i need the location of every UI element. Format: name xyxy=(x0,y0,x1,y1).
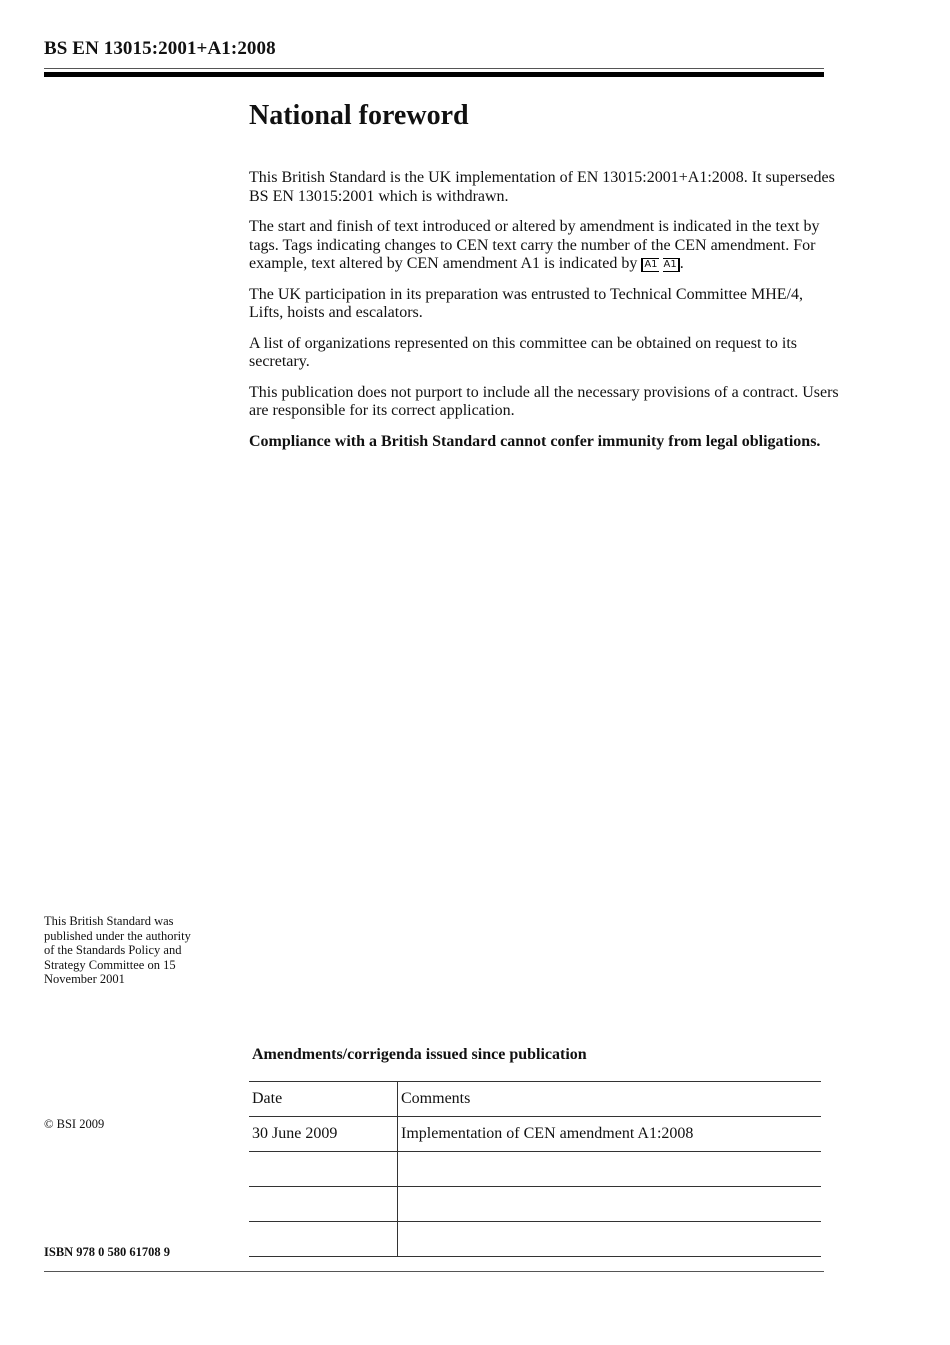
isbn-number: ISBN 978 0 580 61708 9 xyxy=(44,1245,171,1259)
table-header-row xyxy=(249,1082,821,1117)
cell-comments xyxy=(398,1187,822,1222)
paragraph-period: . xyxy=(679,255,684,272)
amendments-table xyxy=(249,1081,821,1257)
cell-date: 30 June 2009 xyxy=(249,1117,398,1152)
paragraph-compliance: Compliance with a British Standard cannot confer immunity from legal obligations. xyxy=(249,432,821,450)
copyright-notice: © BSI 2009 xyxy=(44,1117,105,1131)
footer-rule xyxy=(44,1271,824,1272)
page-title: National foreword xyxy=(249,100,469,131)
header-rule-thick xyxy=(44,72,824,77)
foreword-body xyxy=(249,169,839,463)
paragraph-organizations: A list of organizations represented on this committee can be obtained on request to its secretary. xyxy=(249,334,798,370)
table-row xyxy=(249,1117,821,1152)
amendment-end-tag: A1 xyxy=(663,258,680,272)
cell-date xyxy=(249,1222,398,1257)
cell-date xyxy=(249,1152,398,1187)
header-comments: Comments xyxy=(398,1082,822,1117)
amendments-title: Amendments/corrigenda issued since publication xyxy=(252,1046,587,1063)
amendment-start-tag: A1 xyxy=(641,258,658,272)
paragraph-amendment-text: The start and finish of text introduced or altered by amendment is indicated in the text by tags. Tags indicating changes to CEN text carry the number of the CEN amendment. For example, text altered by CEN amendment A1 is indicated by xyxy=(249,218,820,272)
paragraph-implementation: This British Standard is the UK implementation of EN 13015:2001+A1:2008. It supersedes BS EN 13015:2001 which is withdrawn. xyxy=(249,169,835,205)
paragraph-amendment-tags xyxy=(249,218,839,274)
cell-comments xyxy=(398,1152,822,1187)
table-row xyxy=(249,1222,821,1257)
cell-comments xyxy=(398,1222,822,1257)
table-row xyxy=(249,1152,821,1187)
header-rule-thin xyxy=(44,68,824,69)
table-row xyxy=(249,1187,821,1222)
cell-comments: Implementation of CEN amendment A1:2008 xyxy=(398,1117,822,1152)
paragraph-provisions: This publication does not purport to include all the necessary provisions of a contract. Users are responsible for its correct application. xyxy=(249,383,839,419)
publication-note: This British Standard was published under the authority of the Standards Policy and Strategy Committee on 15 November 2001 xyxy=(44,914,191,986)
document-id: BS EN 13015:2001+A1:2008 xyxy=(44,38,276,59)
paragraph-committee: The UK participation in its preparation was entrusted to Technical Committee MHE/4, Lifts, hoists and escalators. xyxy=(249,285,803,321)
cell-date xyxy=(249,1187,398,1222)
header-date: Date xyxy=(249,1082,398,1117)
